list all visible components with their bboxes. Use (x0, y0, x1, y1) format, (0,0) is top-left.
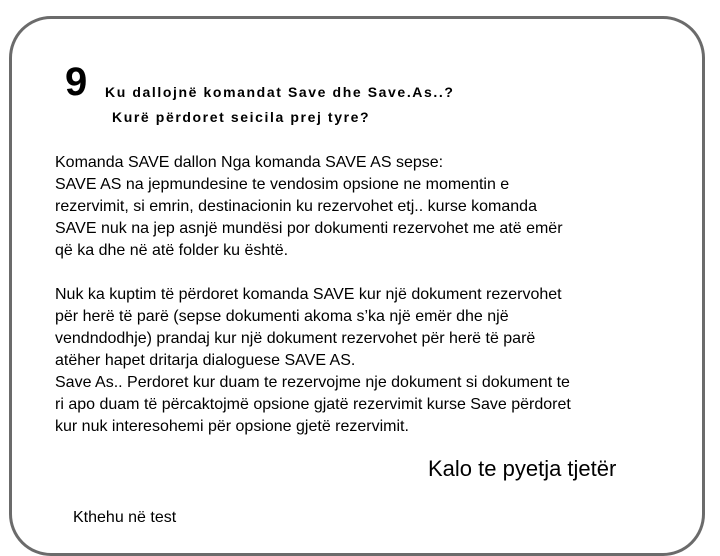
question-title: Ku dallojnë komandat Save dhe Save.As..? (105, 84, 455, 100)
answer-line: SAVE AS na jepmundesine te vendosim opsione ne momentin e (55, 176, 510, 193)
question-number: 9 (65, 60, 88, 104)
answer-line: Save As.. Perdoret kur duam te rezervojme nje dokument si dokument te (55, 374, 570, 391)
answer-line: Nuk ka kuptim të përdoret komanda SAVE kur një dokument rezervohet (55, 286, 562, 303)
back-to-test-link[interactable]: Kthehu në test (73, 509, 177, 526)
answer-line: rezervimit, si emrin, destinacionin ku rezervohet etj.. kurse komanda (55, 198, 537, 215)
question-subtitle: Kurë përdoret seicila prej tyre? (112, 109, 371, 125)
paragraph-gap (55, 262, 655, 284)
answer-line: ri apo duam të përcaktojmë opsione gjatë rezervimit kurse Save përdoret (55, 396, 571, 413)
answer-line: vendndodhje) prandaj kur një dokument rezervohet për herë të parë (55, 330, 536, 347)
answer-text (55, 152, 655, 438)
answer-line: kur nuk interesohemi për opsione gjetë rezervimit. (55, 418, 409, 435)
next-question-link[interactable]: Kalo te pyetja tjetër (428, 456, 617, 481)
answer-line: atëher hapet dritarja dialoguese SAVE AS. (55, 352, 356, 369)
answer-line: për herë të parë (sepse dokumenti akoma s’ka një emër dhe një (55, 308, 509, 325)
answer-line: që ka dhe në atë folder ku është. (55, 242, 289, 259)
answer-line: SAVE nuk na jep asnjë mundësi por dokumenti rezervohet me atë emër (55, 220, 563, 237)
answer-line: Komanda SAVE dallon Nga komanda SAVE AS sepse: (55, 154, 444, 171)
